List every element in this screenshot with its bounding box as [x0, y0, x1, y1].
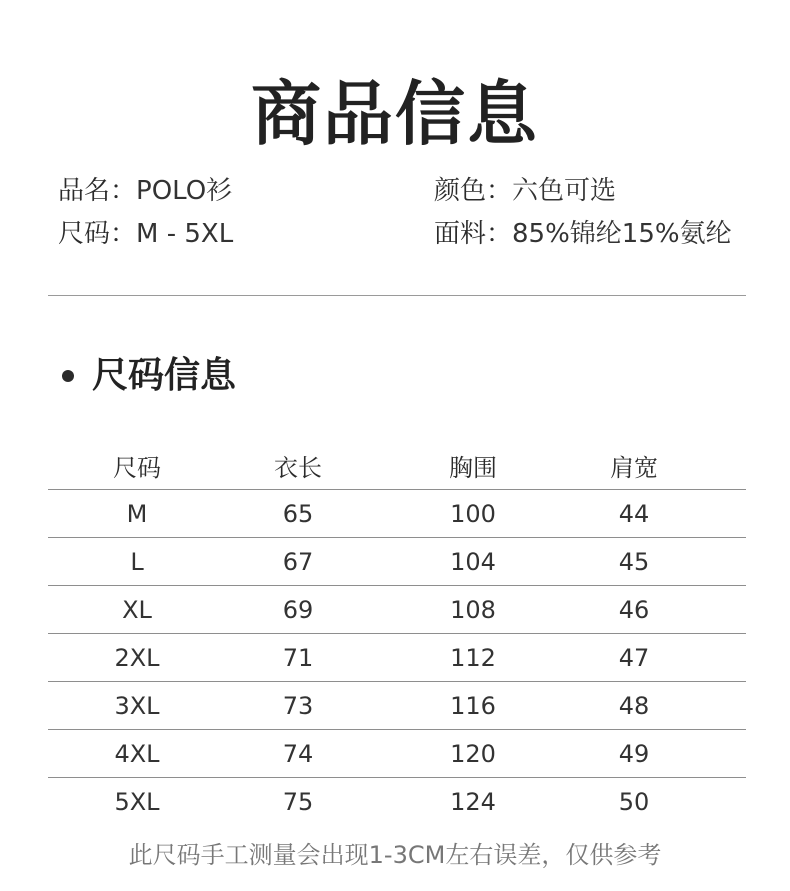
table-row	[48, 730, 746, 778]
measurement-footnote: 此尺码手工测量会出现1-3CM左右误差，仅供参考	[128, 841, 662, 869]
cell-chest: 100	[450, 499, 496, 528]
cell-length: 75	[282, 788, 314, 816]
product-name-value: POLO衫	[136, 176, 233, 206]
header-size: 尺码	[113, 454, 161, 482]
cell-length: 71	[282, 643, 314, 672]
fabric-value: 85%锦纶15%氨纶	[512, 219, 732, 249]
cell-chest: 124	[450, 788, 496, 816]
cell-size: 3XL	[114, 691, 160, 720]
table-row	[48, 682, 746, 730]
header-chest: 胸围	[449, 454, 497, 482]
product-name-field	[58, 174, 232, 208]
page-title: 商品信息	[251, 73, 539, 155]
color-field	[434, 174, 616, 208]
product-name-label: 品名：	[58, 176, 137, 206]
size-table	[48, 442, 746, 826]
size-section-heading	[62, 352, 236, 400]
cell-chest: 120	[450, 739, 496, 768]
size-range-value: M - 5XL	[136, 219, 234, 249]
size-section-title: 尺码信息	[92, 355, 237, 396]
size-range-field	[58, 217, 233, 251]
cell-shoulder: 46	[618, 595, 650, 624]
cell-size: L	[130, 547, 144, 576]
cell-size: 4XL	[114, 739, 160, 768]
table-row	[48, 538, 746, 586]
cell-length: 67	[282, 547, 314, 576]
cell-size: 2XL	[114, 643, 160, 672]
table-row	[48, 586, 746, 634]
cell-shoulder: 44	[618, 499, 650, 528]
cell-chest: 108	[450, 595, 496, 624]
cell-shoulder: 48	[618, 691, 650, 720]
cell-shoulder: 45	[618, 547, 650, 576]
size-range-label: 尺码：	[58, 219, 137, 249]
color-label: 颜色：	[434, 176, 513, 206]
table-row	[48, 490, 746, 538]
cell-chest: 112	[450, 643, 496, 672]
table-row	[48, 634, 746, 682]
color-value: 六色可选	[512, 176, 617, 206]
fabric-field	[434, 217, 732, 251]
table-header-row	[48, 442, 746, 490]
cell-length: 69	[282, 595, 314, 624]
cell-length: 73	[282, 691, 314, 720]
table-row	[48, 778, 746, 826]
fabric-label: 面料：	[434, 219, 513, 249]
cell-chest: 116	[450, 691, 496, 720]
cell-length: 74	[282, 739, 314, 768]
cell-chest: 104	[450, 547, 496, 576]
section-divider	[48, 295, 746, 296]
cell-shoulder: 50	[618, 788, 650, 816]
cell-length: 65	[282, 499, 314, 528]
cell-shoulder: 49	[618, 739, 650, 768]
bullet-icon	[62, 370, 74, 382]
header-shoulder: 肩宽	[610, 454, 658, 482]
cell-size: M	[126, 499, 148, 528]
cell-shoulder: 47	[618, 643, 650, 672]
cell-size: XL	[122, 595, 152, 624]
header-length: 衣长	[274, 454, 322, 482]
cell-size: 5XL	[114, 788, 160, 816]
